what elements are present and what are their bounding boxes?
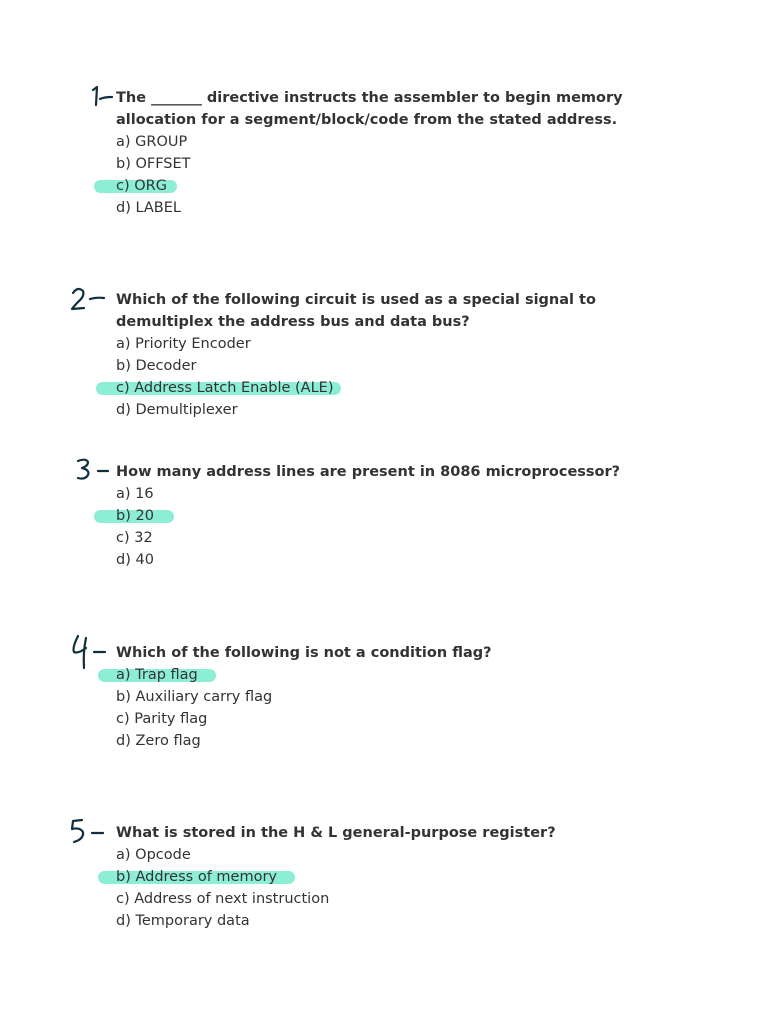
option-4c: c) Parity flag	[116, 711, 208, 727]
option-5b: b) Address of memory	[116, 866, 676, 888]
option-1a: a) GROUP	[116, 134, 188, 150]
handwritten-marker-2	[70, 286, 106, 312]
question-2-text: Which of the following circuit is used as a special signal to demultiplex the address bus and data bus?	[116, 292, 596, 330]
option-3b: b) 20	[116, 505, 676, 527]
question-5	[116, 822, 676, 932]
question-4	[116, 642, 676, 752]
option-5c: c) Address of next instruction	[116, 891, 330, 907]
question-4-text: Which of the following is not a condition flag?	[116, 645, 492, 661]
question-3	[116, 461, 676, 571]
question-1	[116, 87, 676, 219]
option-5a: a) Opcode	[116, 847, 191, 863]
option-3d: d) 40	[116, 552, 154, 568]
handwritten-marker-5	[68, 818, 106, 846]
question-4-options	[116, 664, 676, 752]
option-3c: c) 32	[116, 530, 153, 546]
option-3a: a) 16	[116, 486, 154, 502]
option-2c: c) Address Latch Enable (ALE)	[116, 377, 676, 399]
handwritten-marker-3	[76, 458, 112, 482]
option-1c: c) ORG	[116, 175, 676, 197]
question-2-options	[116, 333, 676, 421]
option-5d: d) Temporary data	[116, 913, 250, 929]
question-3-options	[116, 483, 676, 571]
option-4d: d) Zero flag	[116, 733, 201, 749]
option-1d: d) LABEL	[116, 200, 181, 216]
question-2	[116, 289, 676, 421]
question-1-text: The _______ directive instructs the assembler to begin memory allocation for a segment/block/code from the stated address.	[116, 90, 623, 128]
handwritten-marker-1	[88, 86, 114, 108]
option-1b: b) OFFSET	[116, 156, 191, 172]
handwritten-marker-4	[70, 634, 108, 670]
option-4a: a) Trap flag	[116, 664, 676, 686]
option-4b: b) Auxiliary carry flag	[116, 689, 273, 705]
question-3-text: How many address lines are present in 8086 microprocessor?	[116, 464, 621, 480]
option-2b: b) Decoder	[116, 358, 197, 374]
question-1-options	[116, 131, 676, 219]
question-5-options	[116, 844, 676, 932]
option-2a: a) Priority Encoder	[116, 336, 251, 352]
option-2d: d) Demultiplexer	[116, 402, 238, 418]
question-5-text: What is stored in the H & L general-purpose register?	[116, 825, 556, 841]
